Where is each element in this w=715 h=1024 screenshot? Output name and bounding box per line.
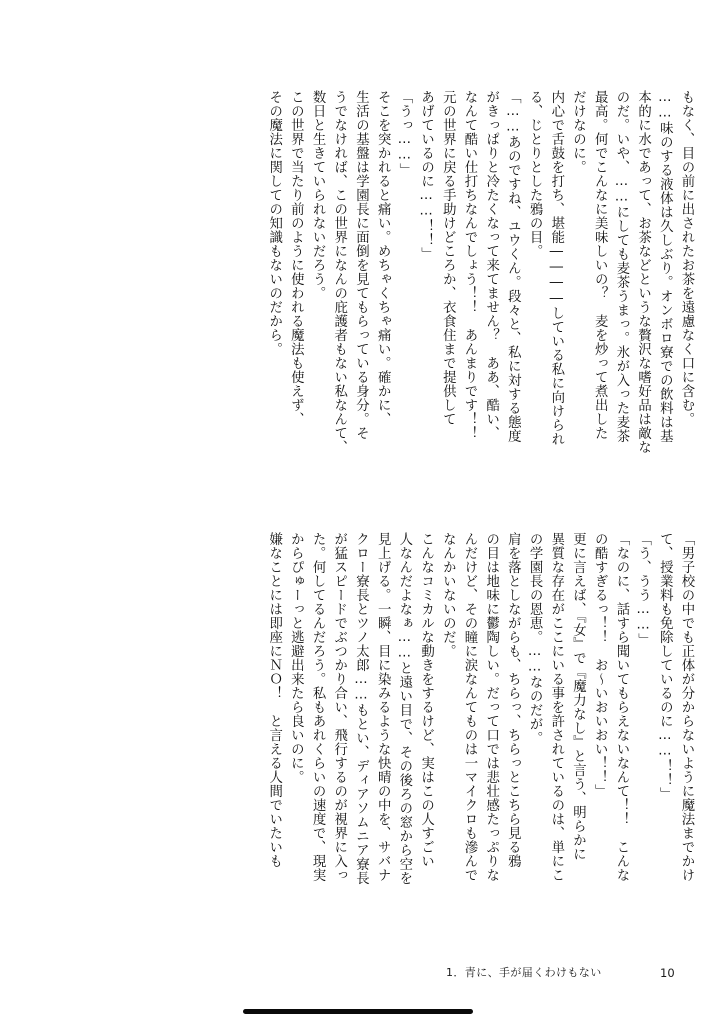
text-line: なんて酷い仕打ちなんでしょう！！ あんまりです！！ — [461, 90, 477, 440]
text-line: そこを突かれると痛い。めちゃくちゃ痛い。確かに、 — [375, 90, 391, 426]
text-line: た。何してるんだろう。私もあれくらいの速度で、現実 — [310, 532, 326, 882]
text-line: がきっぱりと冷たくなって来てません？ ああ、酷い、 — [483, 90, 499, 440]
text-line: こんなコミカルな動きをするけど、実はこの人すごい — [418, 532, 434, 868]
text-block-lower — [127, 532, 697, 952]
text-line: 内心で舌鼓を打ち、堪能――――している私に向けられ — [548, 90, 564, 447]
status-bar-area — [0, 0, 715, 30]
text-line: その魔法に関しての知識もないのだから。 — [266, 90, 282, 356]
page-footer — [0, 960, 715, 980]
text-line: んだけど、その瞳に涙なんてものは一マイクロも滲んで — [461, 532, 477, 882]
text-line: だけなのに。 — [570, 90, 586, 174]
text-line: うでなければ、この世界になんの庇護者もない私なんて、 — [331, 90, 347, 454]
text-line: 異質な存在がここにいる事を許されているのは、単にこ — [548, 532, 564, 882]
text-line: 見上げる。一瞬、目に染みるような快晴の中を、サバナ — [375, 532, 391, 882]
text-line: のだ。いや、……にしても麦茶うまっ。氷が入った麦茶 — [613, 90, 629, 444]
text-line: 「うっ……」 — [396, 90, 412, 178]
text-line: 更に言えば、『女』で『魔力なし』と言う、明らかに — [570, 532, 586, 862]
text-line: ……味のする液体は久しぶり。オンボロ寮での飲料は基 — [657, 90, 673, 444]
text-line: もなく、目の前に出されたお茶を遠慮なく口に含む。 — [679, 90, 694, 426]
text-line: 元の世界に戻る手助けどころか、衣食住まで提供して — [440, 90, 456, 426]
text-line: の目は地味に鬱陶しい。だって口では悲壮感たっぷりな — [483, 532, 499, 882]
reader-text-body — [18, 52, 697, 952]
text-line: 人なんだよなぁ……と遠い目で、その後ろの窓から空を — [396, 532, 412, 886]
text-line: 生活の基盤は学園長に面倒を見てもらっている身分。そ — [353, 90, 369, 440]
text-line: 嫌なことには即座にＮＯ！ と言える人間でいたいも — [266, 532, 282, 868]
text-line: なんかいないのだ。 — [440, 532, 456, 658]
text-line: 「男子校の中でも正体が分からないように魔法までかけ — [679, 532, 694, 882]
text-line: 「う、うう……」 — [635, 532, 651, 648]
text-line: からぴゅーっと逃避出来たら良いのに。 — [288, 532, 304, 784]
text-line: クロー寮長とツノ太郎……もとい、ディアソムニア寮長 — [353, 532, 369, 886]
text-line: この世界で当たり前のように使われる魔法も使えず、 — [288, 90, 304, 426]
text-block-upper — [132, 90, 697, 490]
text-line: 最高。何でこんなに美味しいの？ 麦を炒って煮出した — [592, 90, 608, 440]
text-line: の酷すぎるっ！！ お～いおいおい！！」 — [592, 532, 608, 798]
text-line: 本的に水であって、お茶などというな贅沢な嗜好品は敵な — [635, 90, 651, 454]
page-number: 10 — [660, 966, 675, 980]
text-line: 数日と生きていられないだろう。 — [310, 90, 326, 300]
text-line: の学園長の恩恵。……なのだが。 — [527, 532, 543, 746]
text-line: る、じとりとした鴉の目。 — [527, 90, 543, 258]
chapter-title: 1．青に、手が届くわけもない — [446, 966, 602, 979]
text-line: 「……あのですね、ユウくん。段々と、私に対する態度 — [505, 90, 521, 444]
text-line: 「なのに、話すら聞いてもらえないなんて！！ こんな — [613, 532, 629, 882]
text-line: て、授業料も免除しているのに……！！」 — [657, 532, 673, 802]
text-line: 肩を落としながらも、ちらっ、ちらっとこちら見る鴉 — [505, 532, 521, 868]
home-indicator[interactable] — [243, 1009, 473, 1014]
text-line: あげているのに……！！」 — [418, 90, 434, 262]
text-line: が猛スピードでぶつかり合い、飛行するのが視界に入っ — [331, 532, 347, 882]
